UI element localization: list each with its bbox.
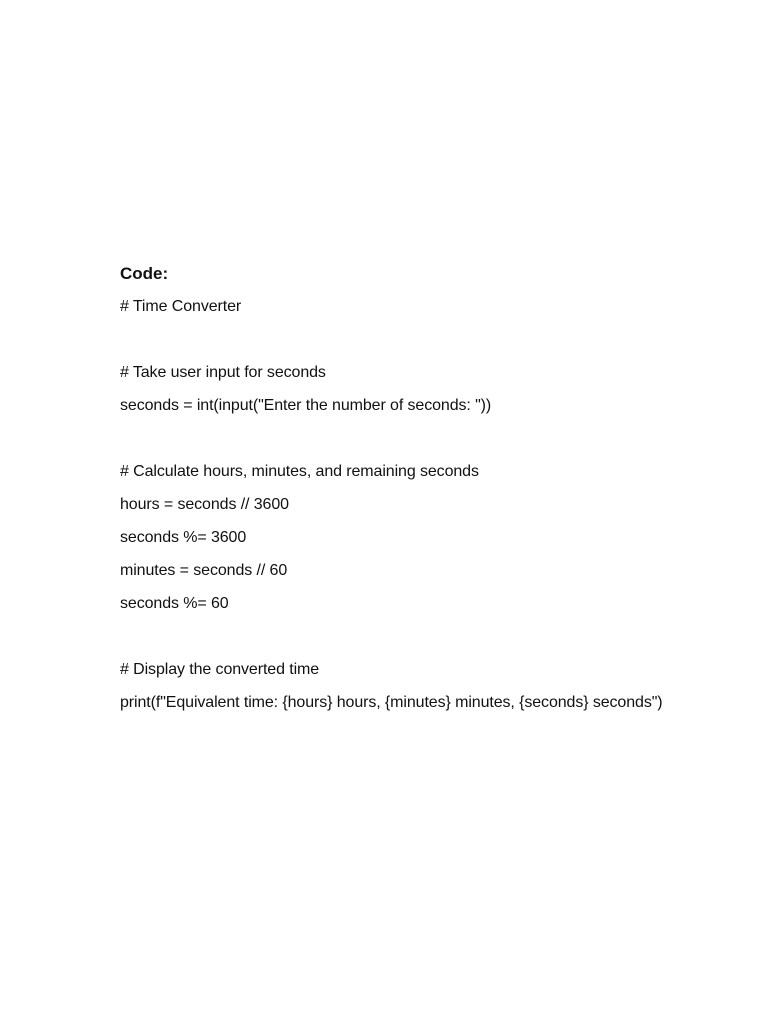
- document-body: [120, 262, 750, 724]
- code-line-12: # Display the converted time: [120, 661, 320, 678]
- code-line-13: print(f"Equivalent time: {hours} hours, {minutes} minutes, {seconds} seconds"): [120, 694, 663, 711]
- code-line-7: hours = seconds // 3600: [120, 496, 289, 513]
- code-heading: Code:: [120, 264, 169, 283]
- code-line-2: [120, 328, 750, 352]
- code-line-5: [120, 427, 750, 451]
- code-line-3: # Take user input for seconds: [120, 364, 326, 381]
- code-line-4: seconds = int(input("Enter the number of seconds: ")): [120, 397, 492, 414]
- code-line-11: [120, 625, 750, 649]
- code-line-8: seconds %= 3600: [120, 529, 247, 546]
- code-line-1: # Time Converter: [120, 298, 242, 315]
- code-line-9: minutes = seconds // 60: [120, 562, 288, 579]
- code-line-6: # Calculate hours, minutes, and remaining seconds: [120, 463, 479, 480]
- code-block: [120, 295, 750, 715]
- code-line-10: seconds %= 60: [120, 595, 229, 612]
